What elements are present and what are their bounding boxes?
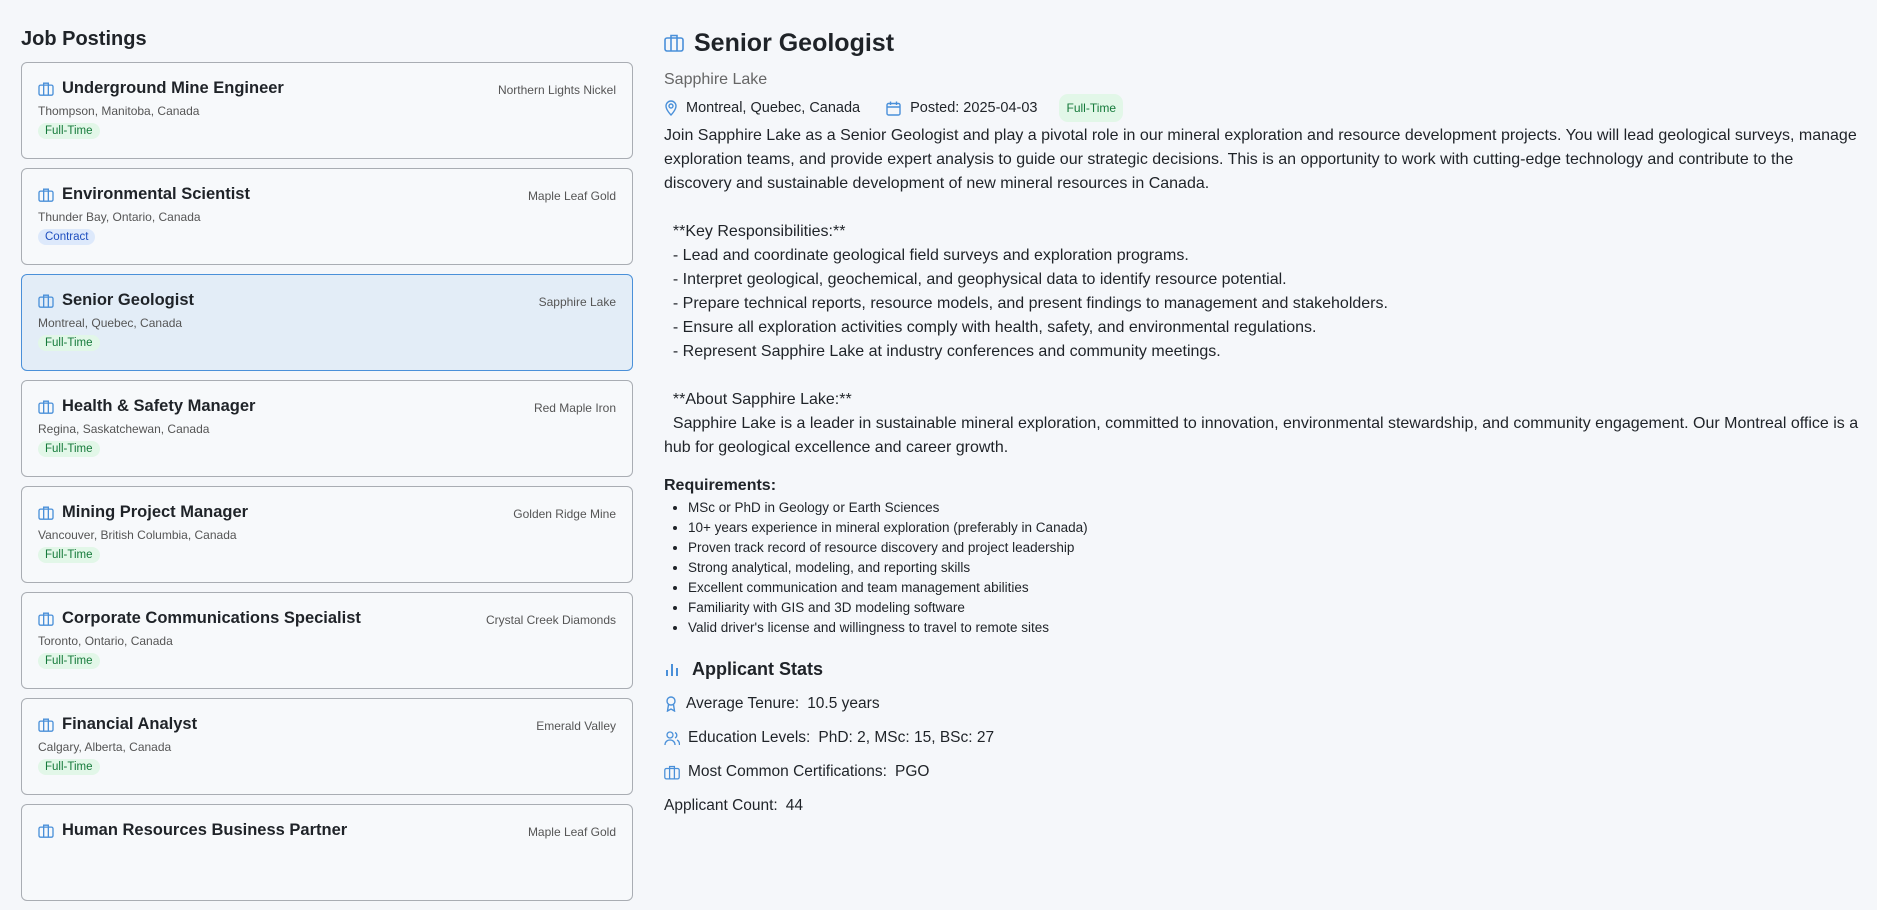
job-type-badge: Full-Time	[38, 335, 100, 351]
job-location	[664, 96, 860, 120]
job-card-title	[38, 715, 616, 734]
job-type-badge: Full-Time	[38, 759, 100, 775]
job-card-company: Crystal Creek Diamonds	[485, 613, 616, 627]
stat-certifications	[664, 758, 1864, 786]
briefcase-icon	[38, 294, 54, 308]
stat-value: PGO	[894, 763, 930, 780]
stat-label: Most Common Certifications:	[688, 763, 887, 780]
job-card-company: Emerald Valley	[536, 719, 616, 733]
stat-value: 10.5 years	[807, 695, 880, 712]
briefcase-icon	[664, 765, 680, 780]
job-card[interactable]	[21, 698, 633, 795]
job-posted-text: Posted: 2025-04-03	[910, 100, 1038, 116]
map-pin-icon	[664, 100, 678, 116]
job-card-company: Red Maple Iron	[533, 401, 616, 415]
stat-label: Average Tenure:	[686, 695, 800, 712]
job-posted	[886, 96, 1037, 120]
job-card-location: Thunder Bay, Ontario, Canada	[38, 210, 201, 224]
briefcase-icon	[38, 612, 54, 626]
job-card[interactable]	[21, 486, 633, 583]
job-card[interactable]	[21, 62, 633, 159]
job-card-location: Calgary, Alberta, Canada	[38, 740, 172, 754]
users-icon	[664, 731, 680, 746]
job-list-panel	[21, 28, 633, 910]
applicant-stats-title: Applicant Stats	[692, 659, 824, 679]
job-list-title: Job Postings	[21, 28, 147, 50]
briefcase-icon	[664, 34, 684, 52]
requirement-item: • 10+ years experience in mineral exploration (preferably in Canada)	[688, 518, 1864, 538]
job-card-title-text: Financial Analyst	[62, 715, 198, 733]
job-card-location: Toronto, Ontario, Canada	[38, 634, 173, 648]
job-card-location: Vancouver, British Columbia, Canada	[38, 528, 237, 542]
requirement-item: • Familiarity with GIS and 3D modeling software	[688, 598, 1864, 618]
requirement-item: • MSc or PhD in Geology or Earth Sciences	[688, 498, 1864, 518]
job-card[interactable]	[21, 380, 633, 477]
job-card-title-text: Health & Safety Manager	[62, 397, 256, 415]
requirements-list	[664, 498, 1864, 638]
award-icon	[664, 696, 678, 712]
job-card-title	[38, 291, 616, 310]
job-title	[664, 26, 1864, 60]
stat-education-levels	[664, 724, 1864, 752]
job-description: Join Sapphire Lake as a Senior Geologist and play a pivotal role in our mineral exploration and resource development projects. You will lead geological surveys, manage exploration teams, and provide expert analysis to guide our strategic decisions. This is an opportunity to work with cutting-edge technology and contribute to the discovery and sustainable development of new mineral resources in Canada. **Key Responsibilities:** - Lead and coordinate geological field surveys and exploration programs. - Interpret geological, geochemical, and geophysical data to identify resource potential. - Prepare technical reports, resource models, and present findings to management and stakeholders. - Ensure all exploration activities comply with health, safety, and environmental regulations. - Represent Sapphire Lake at industry conferences and community meetings. **About Sapphire Lake:** Sapphire Lake is a leader in sustainable mineral exploration, committed to innovation, environmental stewardship, and community engagement. Our Montreal office is a hub for geological excellence and career growth.	[664, 127, 1859, 456]
briefcase-icon	[38, 82, 54, 96]
job-card-company: Golden Ridge Mine	[513, 507, 616, 521]
job-card-location: Regina, Saskatchewan, Canada	[38, 422, 210, 436]
briefcase-icon	[38, 506, 54, 520]
job-location-text: Montreal, Quebec, Canada	[686, 100, 861, 116]
stat-label: Applicant Count:	[664, 797, 778, 814]
requirement-item: • Strong analytical, modeling, and reporting skills	[688, 558, 1864, 578]
job-card-title	[38, 397, 616, 416]
job-card-company: Northern Lights Nickel	[497, 83, 616, 97]
stat-value: PhD: 2, MSc: 15, BSc: 27	[818, 729, 995, 746]
stat-average-tenure	[664, 690, 1864, 718]
job-card-location: Thompson, Manitoba, Canada	[38, 104, 200, 118]
job-card-title-text: Environmental Scientist	[62, 185, 250, 203]
job-title-text: Senior Geologist	[694, 29, 895, 57]
requirement-item: • Valid driver's license and willingness to travel to remote sites	[688, 618, 1864, 638]
job-card-company: Sapphire Lake	[538, 295, 616, 309]
job-type-badge: Full-Time	[38, 653, 100, 669]
briefcase-icon	[38, 188, 54, 202]
job-card-company: Maple Leaf Gold	[527, 825, 616, 839]
job-card-title-text: Mining Project Manager	[62, 503, 249, 521]
requirements-heading: Requirements:	[664, 477, 777, 494]
job-card[interactable]	[21, 274, 633, 371]
briefcase-icon	[38, 400, 54, 414]
job-type-badge: Full-Time	[1059, 94, 1123, 122]
applicant-stats-heading	[664, 654, 1864, 684]
job-card[interactable]	[21, 592, 633, 689]
stat-value: 44	[785, 797, 803, 814]
job-card-company: Maple Leaf Gold	[527, 189, 616, 203]
job-detail-panel	[664, 26, 1864, 820]
requirement-item: • Proven track record of resource discovery and project leadership	[688, 538, 1864, 558]
job-type-badge: Full-Time	[38, 441, 100, 457]
job-card[interactable]	[21, 804, 633, 901]
job-card-title-text: Senior Geologist	[62, 291, 195, 309]
job-type-badge: Full-Time	[38, 547, 100, 563]
briefcase-icon	[38, 824, 54, 838]
job-card-location: Montreal, Quebec, Canada	[38, 316, 183, 330]
job-type-badge: Contract	[38, 229, 95, 245]
briefcase-icon	[38, 718, 54, 732]
requirement-item: • Excellent communication and team management abilities	[688, 578, 1864, 598]
job-card-title-text: Corporate Communications Specialist	[62, 609, 361, 627]
job-card-title-text: Human Resources Business Partner	[62, 821, 348, 839]
stat-label: Education Levels:	[688, 729, 811, 746]
bar-chart-icon	[664, 661, 680, 677]
job-card[interactable]	[21, 168, 633, 265]
job-type-badge: Full-Time	[38, 123, 100, 139]
calendar-icon	[886, 101, 901, 116]
stat-applicant-count	[664, 792, 1864, 820]
job-company: Sapphire Lake	[664, 71, 768, 88]
job-card-title-text: Underground Mine Engineer	[62, 79, 284, 97]
